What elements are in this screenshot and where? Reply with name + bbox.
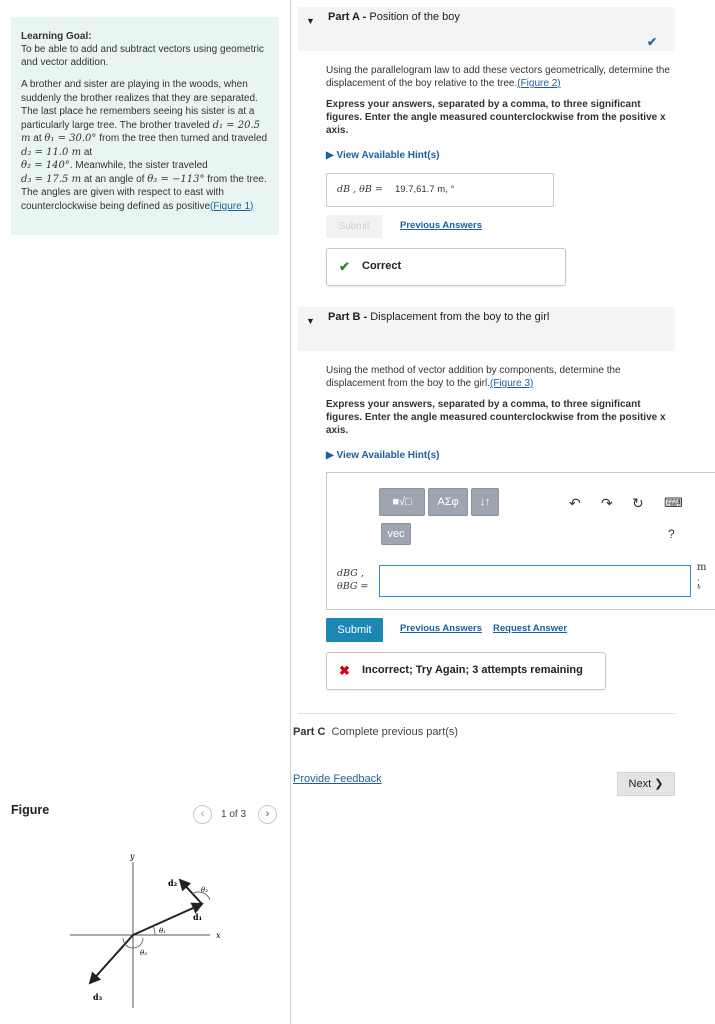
templates-button[interactable]: ■√□	[379, 488, 425, 516]
figure-counter: 1 of 3	[221, 809, 247, 820]
unit-meters: m	[697, 562, 707, 573]
part-a-previous-answers-link[interactable]: Previous Answers	[400, 220, 483, 231]
answer-input[interactable]	[379, 565, 691, 597]
chevron-left-icon[interactable]: ‹	[193, 805, 212, 824]
reset-icon[interactable]: ↻	[632, 495, 644, 511]
x-axis-label: x	[216, 931, 221, 940]
problem-statement	[21, 78, 269, 213]
checkmark-icon: ✔	[647, 35, 658, 49]
d2-label: d₂	[168, 878, 178, 888]
y-axis-label: y	[130, 852, 135, 861]
theta1-label: θ₁	[159, 927, 167, 935]
learning-goal-title: Learning Goal:	[21, 31, 92, 42]
part-b-feedback	[326, 652, 606, 690]
part-b-previous-answers-link[interactable]: Previous Answers	[400, 623, 483, 634]
d3-label: d₃	[93, 992, 103, 1002]
divider	[298, 713, 675, 714]
unit-degrees: ; °	[697, 577, 701, 596]
provide-feedback-link[interactable]: Provide Feedback	[293, 773, 382, 785]
part-a-feedback	[326, 248, 566, 286]
problem-text: from the tree then turned and traveled	[96, 133, 268, 144]
problem-text: . Meanwhile, the sister traveled	[69, 160, 208, 171]
figure-1-link[interactable]: (Figure 1)	[210, 200, 254, 212]
d3-value: d₃ = 17.5 m	[21, 173, 82, 185]
problem-text: at	[30, 133, 45, 144]
math-editor	[326, 472, 715, 610]
part-a-answer-field	[326, 173, 554, 207]
redo-icon[interactable]: ↷	[601, 495, 613, 511]
vector-d3	[90, 935, 133, 983]
part-b-header[interactable]	[298, 307, 675, 351]
answer-label: dBG , θBG =	[337, 568, 369, 592]
part-c-header: Part C Complete previous part(s)	[293, 726, 459, 738]
feedback-text: Incorrect; Try Again; 3 attempts remaining	[362, 664, 583, 676]
editor-toolbar	[379, 488, 499, 516]
part-a-submit-button[interactable]: Submit	[326, 215, 382, 238]
undo-icon[interactable]: ↶	[569, 495, 581, 511]
d2-value: d₂ = 11.0 m	[21, 146, 82, 158]
theta1-value: θ₁ = 30.0°	[44, 133, 97, 144]
greek-symbols-button[interactable]: AΣφ	[428, 488, 468, 516]
part-b-title: Part B - Displacement from the boy to the girl	[328, 311, 550, 323]
learning-goal-panel	[11, 17, 279, 235]
help-icon[interactable]: ?	[668, 527, 675, 541]
part-b-hint-link[interactable]: ▶ View Available Hint(s)	[326, 450, 440, 461]
vector-d1	[133, 904, 202, 935]
collapse-triangle-icon[interactable]: ▼	[306, 316, 315, 326]
problem-text: at an angle of	[81, 173, 148, 185]
problem-text: at	[81, 146, 93, 158]
theta3-label: θ₃	[140, 949, 148, 957]
figure-heading: Figure	[11, 803, 50, 817]
answer-value: 19.7,61.7 m, °	[395, 184, 455, 195]
part-a-express: Express your answers, separated by a comma, to three significant figures. Enter the angle measured counterclockwise from the positive x axis.	[326, 99, 666, 136]
collapse-triangle-icon[interactable]: ▼	[306, 16, 315, 26]
theta2-value: θ₂ = 140°	[21, 160, 70, 171]
figure-2-link[interactable]: (Figure 2)	[517, 78, 561, 89]
part-a-title: Part A - Position of the boy	[328, 11, 460, 23]
part-a-header[interactable]	[298, 7, 675, 51]
correct-check-icon: ✔	[339, 259, 350, 274]
problem-text: from the tree. The angles are given with respect to east with counterclockwise being defined as positive	[21, 173, 267, 212]
sort-button[interactable]: ↓↑	[471, 488, 499, 516]
part-a-instructions: Using the parallelogram law to add these vectors geometrically, determine the displacement of the boy relative to the tree.(Figure 2)	[326, 65, 670, 89]
theta3-value: θ₃ = −113°	[147, 173, 205, 185]
part-b-express: Express your answers, separated by a comma, to three significant figures. Enter the angle measured counterclockwise from the positive x axis.	[326, 399, 666, 436]
incorrect-x-icon: ✖	[339, 663, 350, 678]
keyboard-icon[interactable]: ⌨	[664, 495, 683, 510]
part-a-hint-link[interactable]: ▶ View Available Hint(s)	[326, 150, 440, 161]
next-button[interactable]: Next ❯	[617, 772, 675, 796]
column-divider	[290, 0, 291, 1024]
d1-value: d₁ = 20.5 m	[21, 119, 260, 144]
learning-goal-text: To be able to add and subtract vectors using geometric and vector addition.	[21, 44, 264, 68]
figure-navigation	[193, 805, 279, 825]
feedback-text: Correct	[362, 260, 402, 272]
vec-button[interactable]: vec	[381, 523, 411, 545]
answer-label: dB , θB =	[337, 184, 383, 195]
vector-figure	[60, 848, 230, 1013]
chevron-right-icon[interactable]: ›	[258, 805, 277, 824]
problem-text: A brother and sister are playing in the woods, when suddenly the brother realizes that they are separated. The last place he remembers seeing his sister is at a particularly large tree. The brother traveled	[21, 79, 258, 131]
figure-3-link[interactable]: (Figure 3)	[489, 378, 534, 389]
request-answer-link[interactable]: Request Answer	[493, 623, 568, 634]
theta2-label: θ₂	[201, 886, 209, 894]
part-b-submit-button[interactable]: Submit	[326, 618, 383, 642]
d1-label: d₁	[193, 912, 203, 922]
part-b-instructions: Using the method of vector addition by components, determine the displacement from the boy to the girl.(Figure 3)	[326, 365, 621, 389]
theta1-arc	[153, 926, 155, 935]
